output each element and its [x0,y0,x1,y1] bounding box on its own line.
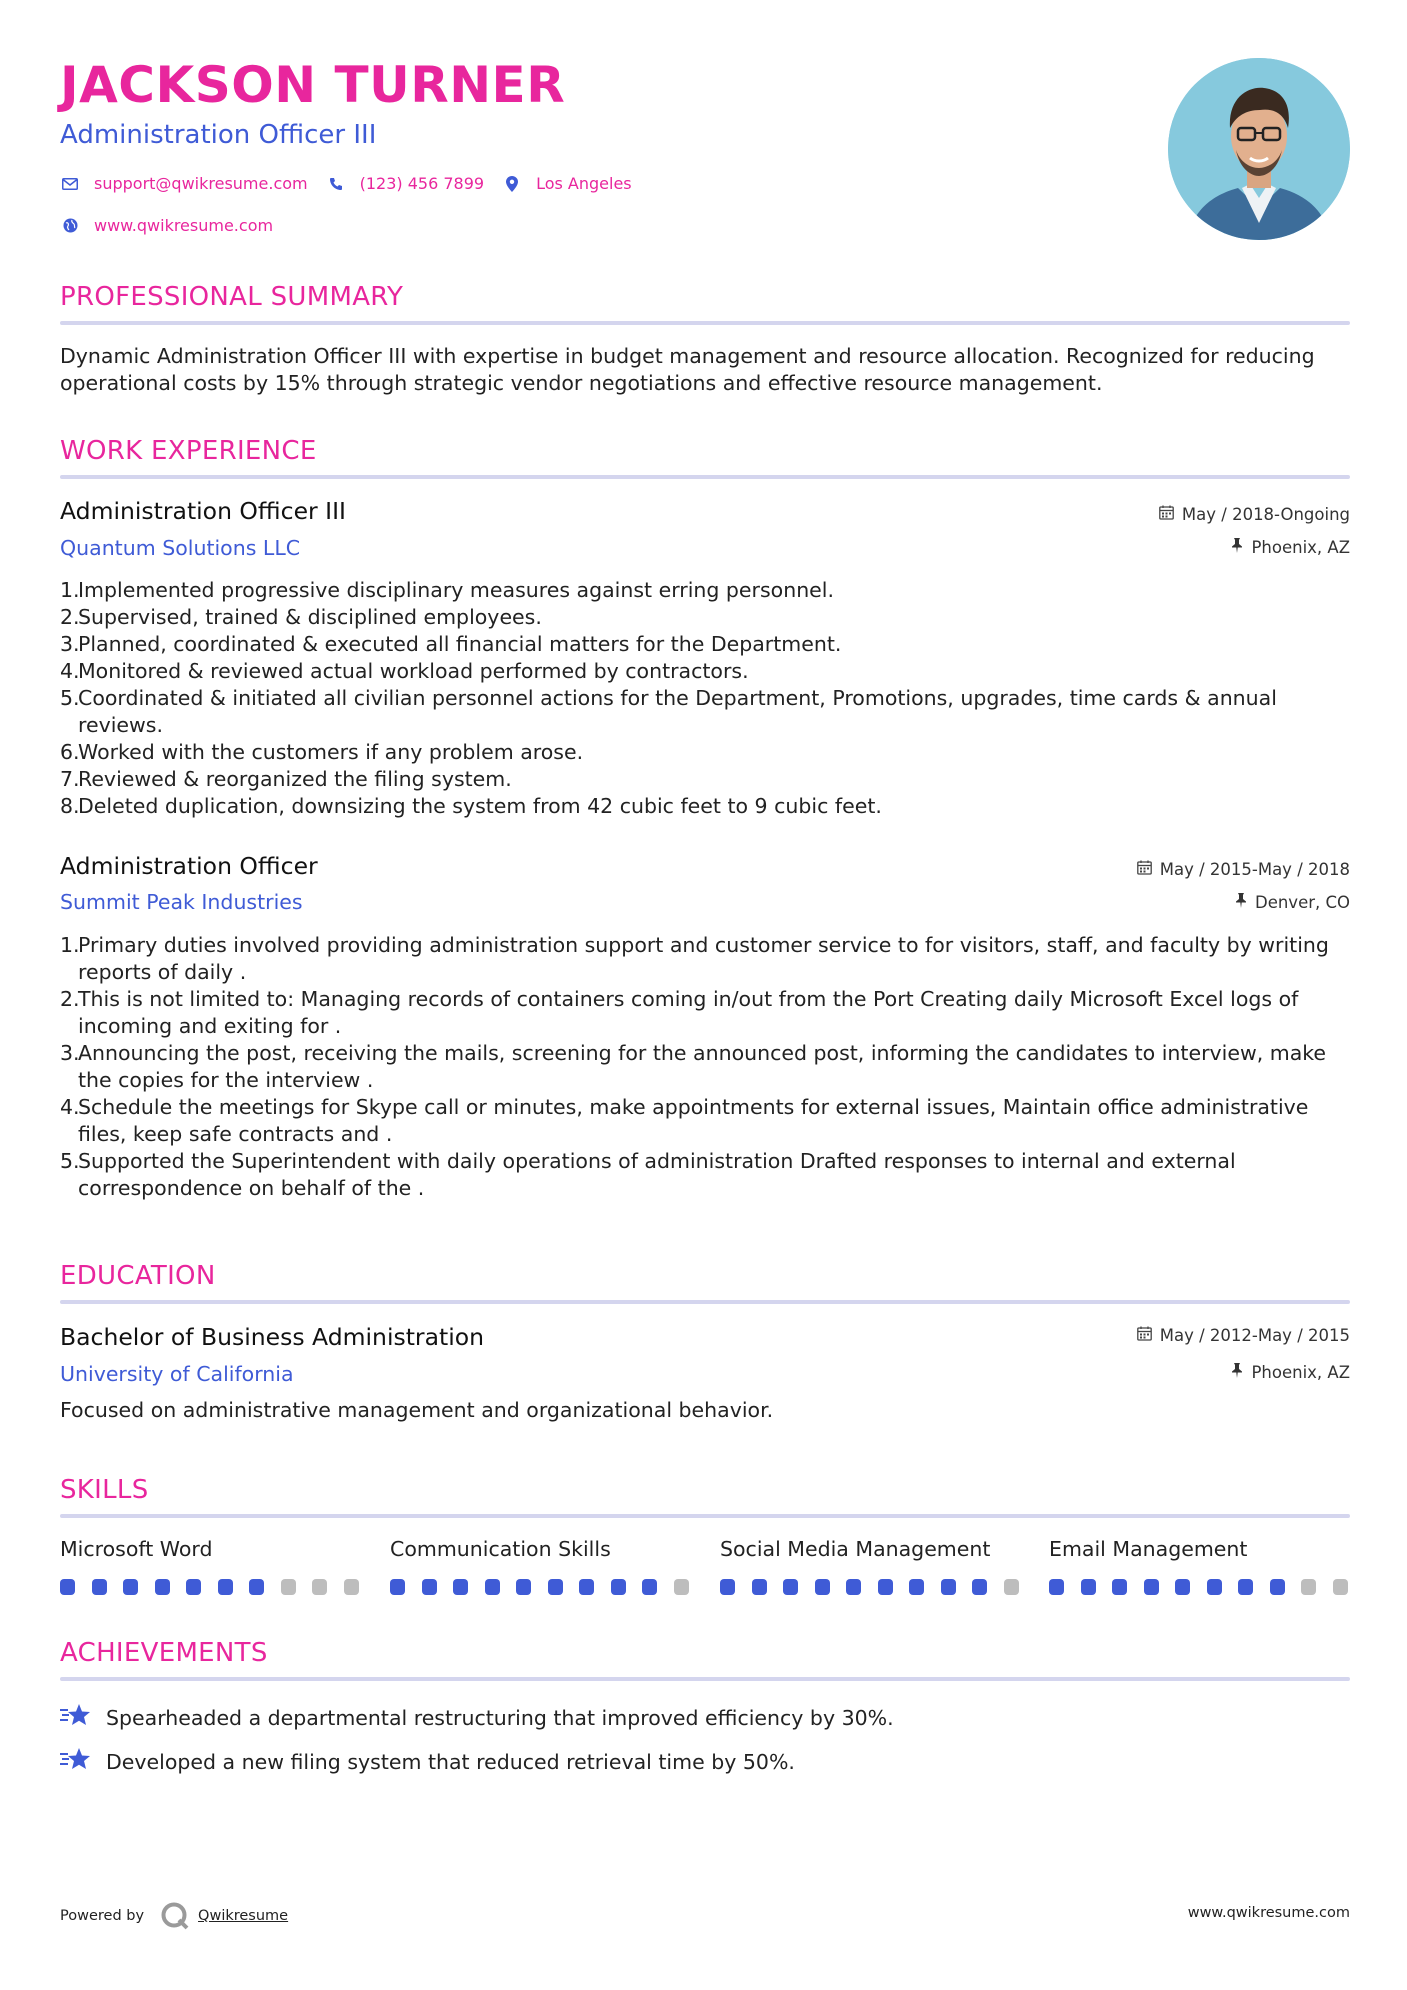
section-divider [60,1514,1350,1518]
achievement-text: Spearheaded a departmental restructuring that improved efficiency by 30%. [106,1705,894,1730]
skill-dot-empty [1301,1579,1316,1595]
achievement-item [60,1702,894,1733]
skill-dot-filled [1112,1579,1127,1595]
contact-row-2 [60,216,291,235]
skill-dot-filled [972,1579,987,1595]
skill-dot-filled [783,1579,798,1595]
skill-dot-empty [281,1579,296,1595]
list-item: 2. Supervised, trained & disciplined employees. [60,605,542,629]
skill-dot-filled [846,1579,861,1595]
skill-dot-filled [218,1579,233,1595]
list-item: 3. Announcing the post, receiving the mails, screening for the announced post, informing the candidates to interview, make the copies for the interview . [60,1041,1327,1092]
email-text: support@qwikresume.com [94,174,308,193]
skill-dot-filled [92,1579,107,1595]
skill-dot-filled [453,1579,468,1595]
job-location-text: Phoenix, AZ [1251,538,1350,557]
skill-level-dots [60,1579,375,1595]
skill-dot-empty [312,1579,327,1595]
section-divider [60,1677,1350,1681]
pushpin-icon [1231,1363,1243,1382]
globe-icon [60,218,80,233]
footer-powered-by [60,1901,288,1931]
map-pin-icon [502,176,522,192]
skill-dot-empty [1004,1579,1019,1595]
summary-text: Dynamic Administration Officer III with expertise in budget management and resource allocation. Recognized for reducing operational costs by 15% through strategic vendor negotiations and effective resource management. [60,344,1315,395]
calendar-icon [1159,505,1174,524]
job-location [1231,538,1350,557]
skill-dot-filled [155,1579,170,1595]
job-company: Quantum Solutions LLC [60,536,301,560]
skill-dot-filled [878,1579,893,1595]
skill-dot-filled [752,1579,767,1595]
location-text: Los Angeles [536,174,632,193]
list-item: 8. Deleted duplication, downsizing the system from 42 cubic feet to 9 cubic feet. [60,794,882,818]
skill-dot-empty [674,1579,689,1595]
skill-dot-empty [344,1579,359,1595]
list-item: 1. Primary duties involved providing administration support and customer service to for visitors, staff, and faculty by writing reports of daily . [60,933,1329,984]
section-divider [60,321,1350,325]
list-item: 6. Worked with the customers if any problem arose. [60,740,584,764]
job-company: Summit Peak Industries [60,890,303,914]
skills-heading: SKILLS [60,1475,149,1505]
website-text: www.qwikresume.com [94,216,274,235]
education-dates-text: May / 2012-May / 2015 [1159,1326,1350,1345]
qwikresume-logo-icon [160,1901,190,1931]
job-dates-text: May / 2018-Ongoing [1181,505,1350,524]
skill-dot-filled [941,1579,956,1595]
list-item: 4. Monitored & reviewed actual workload performed by contractors. [60,659,749,683]
skill-item [1049,1537,1364,1595]
skill-item [390,1537,705,1595]
list-item: 4. Schedule the meetings for Skype call or minutes, make appointments for external issues, Maintain office administrative files, keep safe contracts and . [60,1095,1309,1146]
candidate-name: JACKSON TURNER [60,56,566,114]
skill-dot-filled [611,1579,626,1595]
skill-dot-filled [1049,1579,1064,1595]
contact-phone[interactable] [326,174,484,193]
skill-dot-empty [1333,1579,1348,1595]
brand-link[interactable]: Qwikresume [198,1908,289,1924]
section-divider [60,1300,1350,1304]
candidate-role: Administration Officer III [60,120,377,150]
contact-location [502,174,632,193]
experience-heading: WORK EXPERIENCE [60,436,317,466]
contact-email[interactable] [60,174,308,193]
job-dates [1137,860,1350,879]
list-item: 7. Reviewed & reorganized the filing system. [60,767,512,791]
skill-dot-filled [516,1579,531,1595]
skill-dot-filled [815,1579,830,1595]
skill-name: Microsoft Word [60,1537,213,1561]
skill-level-dots [720,1579,1035,1595]
contact-row [60,174,650,193]
job-location-text: Denver, CO [1254,893,1350,912]
footer-url[interactable]: www.qwikresume.com [1187,1905,1350,1921]
achievement-item [60,1746,795,1777]
profile-photo [1168,58,1350,240]
education-heading: EDUCATION [60,1261,216,1291]
achievements-heading: ACHIEVEMENTS [60,1638,268,1668]
job-title: Administration Officer [60,852,318,880]
achievement-text: Developed a new filing system that reduced retrieval time by 50%. [106,1749,795,1774]
skill-dot-filled [1270,1579,1285,1595]
list-item: 5. Coordinated & initiated all civilian personnel actions for the Department, Promotions, upgrades, time cards & annual reviews. [60,686,1277,737]
skill-dot-filled [1207,1579,1222,1595]
phone-text: (123) 456 7899 [359,174,485,193]
skill-dot-filled [1081,1579,1096,1595]
phone-icon [326,177,346,191]
education-degree: Bachelor of Business Administration [60,1323,485,1351]
powered-by-label: Powered by [60,1908,145,1924]
skill-dot-filled [390,1579,405,1595]
skill-dot-filled [642,1579,657,1595]
education-description: Focused on administrative management and organizational behavior. [60,1398,774,1422]
pushpin-icon [1235,893,1247,912]
skill-dot-filled [186,1579,201,1595]
section-divider [60,475,1350,479]
envelope-icon [60,178,80,190]
education-school: University of California [60,1362,294,1386]
skill-name: Social Media Management [720,1537,991,1561]
skill-dot-filled [548,1579,563,1595]
contact-website[interactable] [60,216,273,235]
calendar-icon [1137,860,1152,879]
skill-name: Communication Skills [390,1537,611,1561]
skill-dot-filled [720,1579,735,1595]
skill-dot-filled [579,1579,594,1595]
skill-dot-filled [485,1579,500,1595]
skill-dot-filled [1175,1579,1190,1595]
star-icon [60,1746,106,1777]
skill-dot-filled [909,1579,924,1595]
job-bullets [60,577,1350,820]
skill-item [720,1537,1035,1595]
skill-level-dots [1049,1579,1364,1595]
list-item: 2. This is not limited to: Managing records of containers coming in/out from the Port Creating daily Microsoft Excel logs of incoming and exiting for . [60,987,1299,1038]
skill-item [60,1537,375,1595]
education-location [1231,1363,1350,1382]
list-item: 1. Implemented progressive disciplinary measures against erring personnel. [60,578,835,602]
skill-dot-filled [422,1579,437,1595]
job-title: Administration Officer III [60,497,346,525]
job-location [1235,893,1350,912]
summary-heading: PROFESSIONAL SUMMARY [60,282,404,312]
job-dates-text: May / 2015-May / 2018 [1159,860,1350,879]
list-item: 3. Planned, coordinated & executed all financial matters for the Department. [60,632,842,656]
job-dates [1159,505,1350,524]
job-bullets [60,932,1350,1202]
skill-dot-filled [249,1579,264,1595]
pushpin-icon [1231,538,1243,557]
skill-dot-filled [1238,1579,1253,1595]
list-item: 5. Supported the Superintendent with daily operations of administration Drafted responses to internal and external correspondence on behalf of the . [60,1149,1236,1200]
skill-level-dots [390,1579,705,1595]
star-icon [60,1702,106,1733]
skill-dot-filled [123,1579,138,1595]
calendar-icon [1137,1326,1152,1345]
skill-dot-filled [60,1579,75,1595]
education-dates [1137,1326,1350,1345]
skill-name: Email Management [1049,1537,1248,1561]
education-location-text: Phoenix, AZ [1251,1363,1350,1382]
skill-dot-filled [1144,1579,1159,1595]
